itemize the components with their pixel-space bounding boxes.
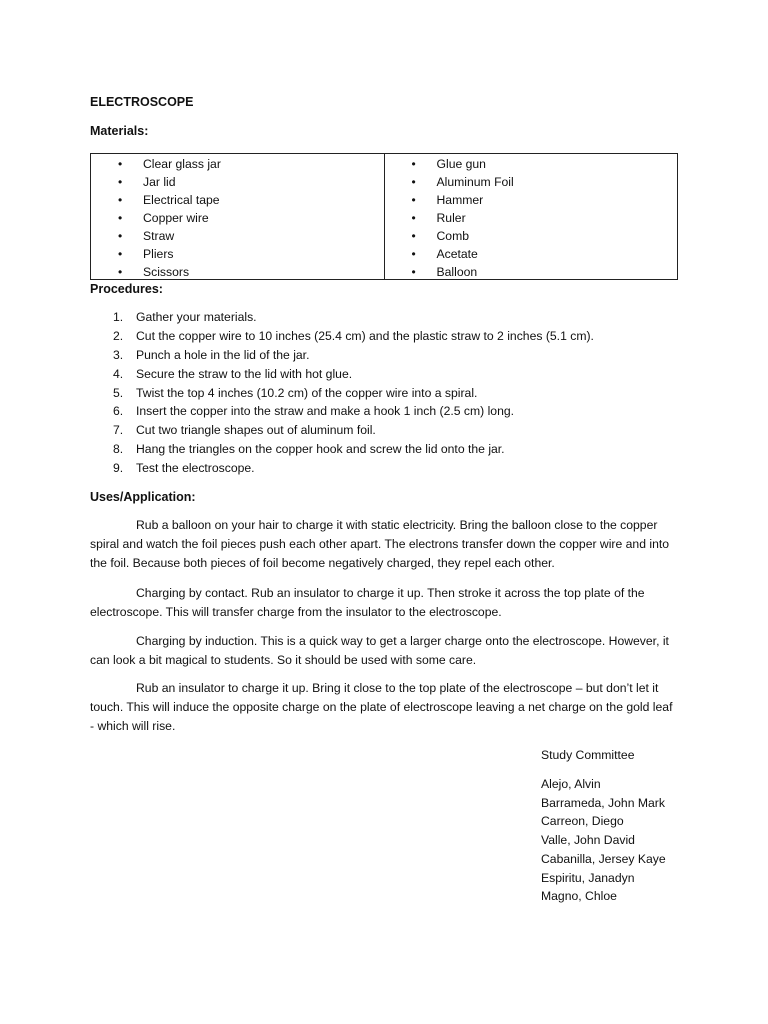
uses-heading: Uses/Application:: [90, 490, 196, 504]
procedure-step: [90, 402, 690, 421]
material-item: [385, 263, 678, 281]
step-text: Insert the copper into the straw and make a hook 1 inch (2.5 cm) long.: [136, 404, 515, 419]
procedure-step: [90, 384, 690, 403]
committee-member: Magno, Chloe: [541, 889, 617, 904]
material-label: Comb: [436, 229, 470, 243]
material-label: Straw: [143, 229, 175, 243]
step-number: 8.: [113, 442, 124, 457]
procedure-step: [90, 327, 690, 346]
material-label: Clear glass jar: [143, 157, 221, 171]
material-item: [385, 173, 678, 191]
material-label: Electrical tape: [143, 193, 220, 207]
step-number: 1.: [113, 310, 124, 324]
committee-members: [541, 775, 666, 906]
procedure-step: [90, 365, 690, 384]
bullet-icon: •: [411, 175, 416, 189]
bullet-icon: •: [411, 157, 416, 171]
step-text: Cut two triangle shapes out of aluminum foil.: [136, 423, 376, 438]
material-item: [91, 155, 384, 173]
committee-member: Espiritu, Janadyn: [541, 870, 635, 885]
material-item: [385, 209, 678, 227]
study-committee: [541, 746, 666, 906]
materials-heading: Materials:: [90, 124, 149, 138]
materials-column-right: [385, 154, 678, 279]
material-label: Balloon: [436, 265, 478, 279]
material-item: [385, 227, 678, 245]
committee-title: Study Committee: [541, 748, 635, 762]
bullet-icon: •: [411, 265, 416, 279]
material-item: [385, 155, 678, 173]
step-text: Gather your materials.: [136, 310, 257, 324]
step-text: Twist the top 4 inches (10.2 cm) of the copper wire into a spiral.: [136, 385, 478, 400]
bullet-icon: •: [118, 247, 123, 261]
bullet-icon: •: [118, 229, 123, 243]
step-text: Cut the copper wire to 10 inches (25.4 cm) and the plastic straw to 2 inches (5.1 cm).: [136, 328, 594, 343]
procedures-heading: Procedures:: [90, 282, 163, 296]
material-label: Aluminum Foil: [436, 175, 514, 189]
material-item: [91, 209, 384, 227]
uses-paragraph: Charging by contact. Rub an insulator to charge it up. Then stroke it across the top plate of the electroscope. This will transfer charge from the insulator to the electroscope.: [90, 586, 645, 619]
committee-member: Cabanilla, Jersey Kaye: [541, 851, 666, 866]
material-label: Acetate: [436, 247, 478, 261]
material-item: [91, 173, 384, 191]
bullet-icon: •: [411, 247, 416, 261]
bullet-icon: •: [411, 229, 416, 243]
committee-member: Alejo, Alvin: [541, 777, 601, 791]
material-item: [91, 191, 384, 209]
bullet-icon: •: [118, 265, 123, 279]
bullet-icon: •: [118, 193, 123, 207]
document-title: ELECTROSCOPE: [90, 95, 194, 109]
uses-paragraph: Rub a balloon on your hair to charge it with static electricity. Bring the balloon close to the copper spiral and watch the foil pieces push each other apart. The electrons transfer down the copper wire and into the foil. Because both pieces of foil become negatively charged, they repel each other.: [90, 518, 670, 570]
step-number: 4.: [113, 366, 124, 381]
material-label: Scissors: [143, 265, 190, 279]
committee-member: Barrameda, John Mark: [541, 795, 665, 810]
step-number: 6.: [113, 404, 124, 419]
step-number: 9.: [113, 461, 124, 476]
step-text: Test the electroscope.: [136, 461, 255, 476]
procedure-step: [90, 346, 690, 365]
uses-paragraph: Charging by induction. This is a quick way to get a larger charge onto the electroscope. However, it can look a bit magical to students. So it should be used with some care.: [90, 634, 669, 667]
step-number: 7.: [113, 423, 124, 438]
material-label: Glue gun: [436, 157, 486, 171]
material-item: [385, 245, 678, 263]
step-number: 2.: [113, 328, 124, 343]
bullet-icon: •: [411, 193, 416, 207]
procedure-step: [90, 308, 690, 327]
step-text: Punch a hole in the lid of the jar.: [136, 347, 310, 362]
committee-member: Valle, John David: [541, 833, 635, 848]
committee-member: Carreon, Diego: [541, 814, 624, 829]
step-number: 5.: [113, 385, 124, 400]
material-label: Copper wire: [143, 211, 209, 225]
material-item: [91, 245, 384, 263]
material-label: Jar lid: [143, 175, 176, 189]
material-item: [91, 227, 384, 245]
uses-paragraph: Rub an insulator to charge it up. Bring it close to the top plate of the electroscope – but don’t let it touch. This will induce the opposite charge on the plate of electroscope leaving a net charge on the gold leaf - which will rise.: [90, 681, 673, 733]
bullet-icon: •: [118, 211, 123, 225]
material-label: Hammer: [436, 193, 484, 207]
materials-column-left: [91, 154, 385, 279]
bullet-icon: •: [118, 157, 123, 171]
step-number: 3.: [113, 347, 124, 362]
materials-table: [90, 153, 678, 280]
procedure-step: [90, 440, 690, 459]
procedure-step: [90, 459, 690, 478]
material-item: [91, 263, 384, 281]
step-text: Hang the triangles on the copper hook and screw the lid onto the jar.: [136, 442, 505, 457]
bullet-icon: •: [411, 211, 416, 225]
bullet-icon: •: [118, 175, 123, 189]
material-label: Pliers: [143, 247, 174, 261]
material-item: [385, 191, 678, 209]
material-label: Ruler: [436, 211, 466, 225]
procedures-list: [90, 308, 690, 478]
procedure-step: [90, 421, 690, 440]
step-text: Secure the straw to the lid with hot glue.: [136, 366, 353, 381]
